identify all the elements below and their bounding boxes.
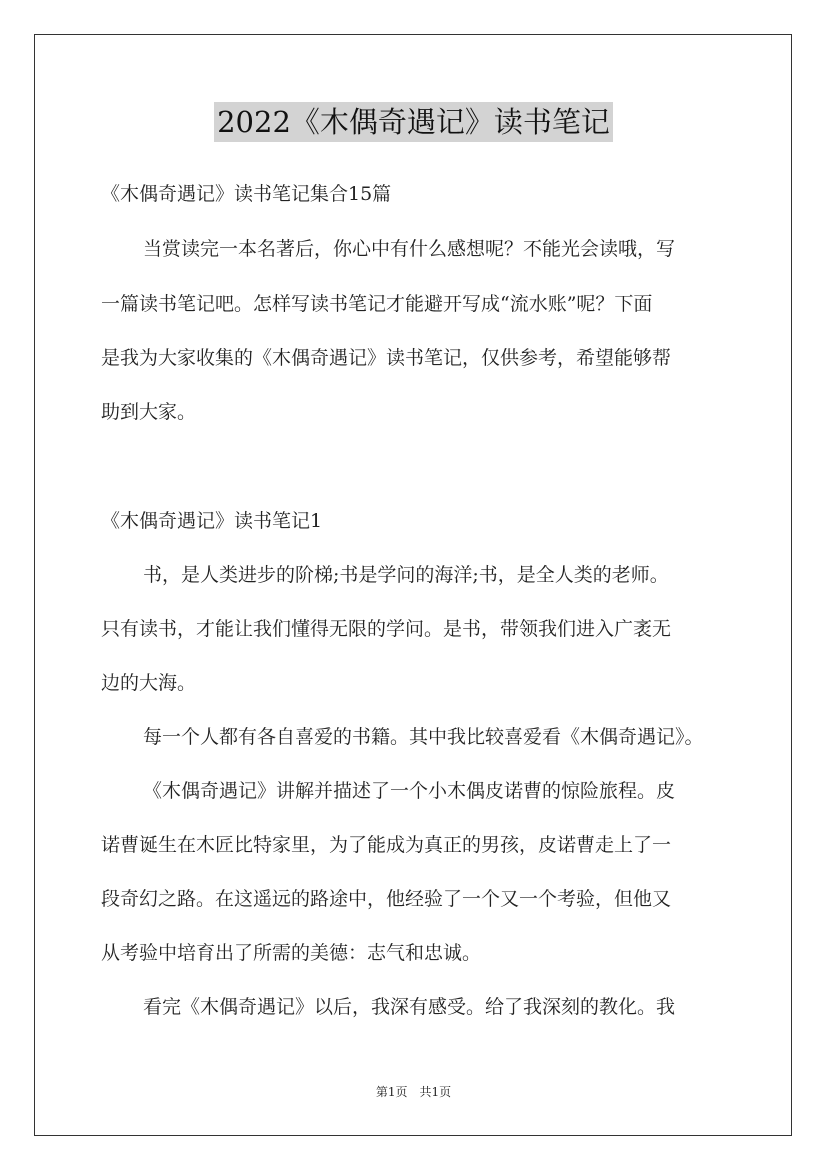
- page-footer: 第1页 共1页: [375, 1085, 452, 1099]
- para3-line-2: 诺曹诞生在木匠比特家里，为了能成为真正的男孩，皮诺曹走上了一: [101, 834, 672, 856]
- para1-line-1: 书，是人类进步的阶梯;书是学问的海洋;书，是全人类的老师。: [143, 564, 669, 586]
- intro-line-3: 是我为大家收集的《木偶奇遇记》读书笔记，仅供参考，希望能够帮: [101, 347, 672, 369]
- para2-line-1: 每一个人都有各自喜爱的书籍。其中我比较喜爱看《木偶奇遇记》。: [143, 726, 704, 748]
- intro-line-2: 一篇读书笔记吧。怎样写读书笔记才能避开写成“流水账”呢？下面: [101, 293, 653, 315]
- para1-line-3: 边的大海。: [101, 672, 197, 694]
- para4-line-1: 看完《木偶奇遇记》以后，我深有感受。给了我深刻的教化。我: [143, 996, 676, 1018]
- section-heading: 《木偶奇遇记》读书笔记1: [101, 510, 323, 532]
- document-title: 2022《木偶奇遇记》读书笔记: [214, 102, 613, 142]
- para3-line-1: 《木偶奇遇记》讲解并描述了一个小木偶皮诺曹的惊险旅程。皮: [143, 780, 676, 802]
- para1-line-2: 只有读书，才能让我们懂得无限的学问。是书，带领我们进入广袤无: [101, 618, 672, 640]
- subtitle: 《木偶奇遇记》读书笔记集合15篇: [101, 183, 392, 205]
- intro-line-4: 助到大家。: [101, 401, 197, 423]
- para3-line-3: 段奇幻之路。在这遥远的路途中，他经验了一个又一个考验，但他又: [101, 888, 672, 910]
- document-title-wrap: [0, 102, 827, 142]
- para3-line-4: 从考验中培育出了所需的美德：志气和忠诚。: [101, 942, 482, 964]
- intro-line-1: 当赏读完一本名著后，你心中有什么感想呢？不能光会读哦，写: [143, 238, 676, 260]
